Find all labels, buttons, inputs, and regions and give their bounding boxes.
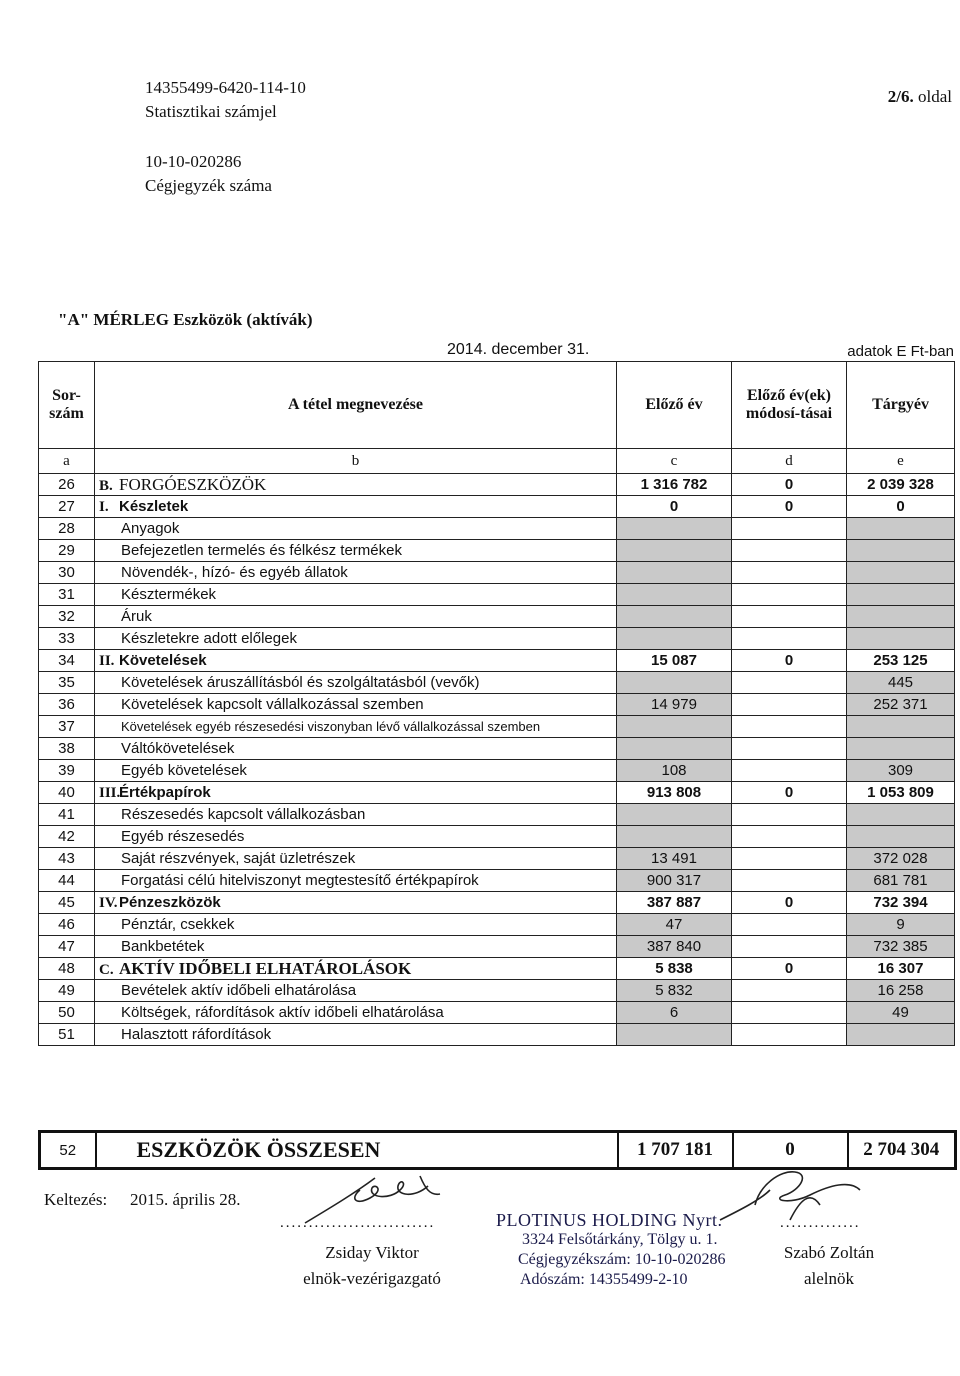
row-label: Egyéb követelések [95, 760, 617, 782]
company-registration-label: Cégjegyzék száma [145, 176, 272, 195]
table-row [39, 870, 955, 892]
stamp-tax: Adószám: 14355499-2-10 [520, 1271, 688, 1288]
table-row [39, 848, 955, 870]
row-number: 40 [39, 782, 95, 804]
row-label: Áruk [95, 606, 617, 628]
row-number: 49 [39, 980, 95, 1002]
row-number: 28 [39, 518, 95, 540]
row-curr-value: 732 394 [847, 892, 955, 914]
row-prev-value [617, 738, 732, 760]
row-label: Késztermékek [95, 584, 617, 606]
row-mod-value [732, 936, 847, 958]
table-row [39, 936, 955, 958]
stamp-address: 3324 Felsőtárkány, Tölgy u. 1. [522, 1231, 718, 1248]
row-mod-value [732, 672, 847, 694]
table-row [39, 650, 955, 672]
table-row [39, 914, 955, 936]
row-prev-value [617, 518, 732, 540]
row-section-mark: B. [99, 477, 113, 494]
total-label: ESZKÖZÖK ÖSSZESEN [96, 1132, 618, 1169]
row-curr-value: 0 [847, 496, 955, 518]
row-curr-value [847, 628, 955, 650]
row-prev-value: 1 316 782 [617, 474, 732, 496]
col-header-num: Sor-szám [39, 362, 95, 449]
row-curr-value: 372 028 [847, 848, 955, 870]
row-number: 29 [39, 540, 95, 562]
table-row [39, 1002, 955, 1024]
row-mod-value [732, 980, 847, 1002]
row-number: 36 [39, 694, 95, 716]
row-label: Forgatási célú hitelviszonyt megtestesítő értékpapírok [95, 870, 617, 892]
column-letters-row [39, 449, 955, 474]
row-number: 45 [39, 892, 95, 914]
row-number: 38 [39, 738, 95, 760]
signer-2-title: alelnök [803, 1269, 855, 1288]
row-mod-value [732, 1002, 847, 1024]
row-number: 35 [39, 672, 95, 694]
row-curr-value: 16 307 [847, 958, 955, 980]
row-number: 34 [39, 650, 95, 672]
table-body [39, 474, 955, 1046]
signer-2-name: Szabó Zoltán [783, 1243, 875, 1262]
table-row [39, 584, 955, 606]
row-prev-value [617, 804, 732, 826]
row-prev-value [617, 628, 732, 650]
row-label: Követelések áruszállításból és szolgáltatásból (vevők) [95, 672, 617, 694]
table-row [39, 474, 955, 496]
row-label: Követelések kapcsolt vállalkozással szemben [95, 694, 617, 716]
unit-note: adatok E Ft-ban [847, 343, 954, 360]
letter-e: e [847, 449, 955, 474]
row-prev-value: 13 491 [617, 848, 732, 870]
row-number: 43 [39, 848, 95, 870]
row-curr-value: 253 125 [847, 650, 955, 672]
row-prev-value: 15 087 [617, 650, 732, 672]
row-label [95, 650, 617, 672]
balance-sheet-table [38, 361, 955, 1046]
col-header-name: A tétel megnevezése [95, 362, 617, 449]
row-label: Követelések egyéb részesedési viszonyban lévő vállalkozással szemben [95, 716, 617, 738]
row-label-text: Készletek [119, 497, 189, 515]
row-prev-value [617, 716, 732, 738]
row-prev-value [617, 562, 732, 584]
table-row [39, 518, 955, 540]
row-label-text: FORGÓESZKÖZÖK [119, 474, 267, 494]
row-label [95, 892, 617, 914]
row-label [95, 782, 617, 804]
row-mod-value [732, 518, 847, 540]
row-mod-value [732, 826, 847, 848]
row-mod-value: 0 [732, 892, 847, 914]
row-number: 30 [39, 562, 95, 584]
row-number: 32 [39, 606, 95, 628]
row-curr-value: 16 258 [847, 980, 955, 1002]
row-curr-value [847, 1024, 955, 1046]
letter-c: c [617, 449, 732, 474]
row-number: 31 [39, 584, 95, 606]
row-curr-value: 681 781 [847, 870, 955, 892]
row-section-mark: C. [99, 961, 114, 978]
row-label: Készletekre adott előlegek [95, 628, 617, 650]
row-prev-value: 5 838 [617, 958, 732, 980]
stamp-reg: Cégjegyzékszám: 10-10-020286 [518, 1251, 726, 1268]
row-label [95, 958, 617, 980]
table-row [39, 1024, 955, 1046]
row-prev-value: 47 [617, 914, 732, 936]
row-label: Pénztár, csekkek [95, 914, 617, 936]
row-mod-value [732, 914, 847, 936]
row-label-text: AKTÍV IDŐBELI ELHATÁROLÁSOK [119, 958, 412, 978]
row-mod-value [732, 606, 847, 628]
row-prev-value: 387 840 [617, 936, 732, 958]
table-row [39, 804, 955, 826]
row-prev-value: 5 832 [617, 980, 732, 1002]
row-mod-value: 0 [732, 650, 847, 672]
row-curr-value: 2 039 328 [847, 474, 955, 496]
balance-date: 2014. december 31. [447, 341, 590, 358]
row-number: 26 [39, 474, 95, 496]
row-mod-value [732, 848, 847, 870]
row-number: 42 [39, 826, 95, 848]
row-curr-value: 732 385 [847, 936, 955, 958]
row-label-text: Értékpapírok [119, 783, 211, 801]
table-row [39, 826, 955, 848]
row-curr-value [847, 562, 955, 584]
row-mod-value [732, 870, 847, 892]
row-mod-value [732, 738, 847, 760]
row-number: 33 [39, 628, 95, 650]
total-num: 52 [40, 1132, 96, 1169]
stamp-company: PLOTINUS HOLDING Nyrt. [496, 1210, 723, 1230]
row-number: 51 [39, 1024, 95, 1046]
row-mod-value: 0 [732, 782, 847, 804]
row-mod-value [732, 562, 847, 584]
table-row [39, 606, 955, 628]
statistical-number-label: Statisztikai számjel [145, 102, 277, 121]
row-curr-value [847, 584, 955, 606]
row-label-text: Követelések [119, 651, 207, 669]
col-header-prev: Előző év [617, 362, 732, 449]
row-number: 41 [39, 804, 95, 826]
company-stamp [496, 1210, 726, 1290]
row-number: 50 [39, 1002, 95, 1024]
row-prev-value: 108 [617, 760, 732, 782]
row-label-text: Pénzeszközök [119, 893, 221, 911]
table-row [39, 760, 955, 782]
row-mod-value: 0 [732, 474, 847, 496]
total-mod: 0 [733, 1132, 848, 1169]
table-row [39, 980, 955, 1002]
col-header-curr: Tárgyév [847, 362, 955, 449]
row-mod-value [732, 694, 847, 716]
table-row [39, 562, 955, 584]
row-prev-value [617, 1024, 732, 1046]
statistical-number: 14355499-6420-114-10 [145, 78, 306, 97]
row-label: Halasztott ráfordítások [95, 1024, 617, 1046]
row-prev-value [617, 606, 732, 628]
row-label [95, 496, 617, 518]
table-row [39, 958, 955, 980]
row-label: Növendék-, hízó- és egyéb állatok [95, 562, 617, 584]
row-curr-value: 9 [847, 914, 955, 936]
row-prev-value: 387 887 [617, 892, 732, 914]
signer-1 [302, 1240, 442, 1292]
row-curr-value: 252 371 [847, 694, 955, 716]
table-row [39, 496, 955, 518]
total-prev: 1 707 181 [618, 1132, 733, 1169]
total-curr: 2 704 304 [848, 1132, 956, 1169]
row-number: 48 [39, 958, 95, 980]
table-row [39, 628, 955, 650]
row-prev-value: 913 808 [617, 782, 732, 804]
row-number: 46 [39, 914, 95, 936]
row-mod-value: 0 [732, 958, 847, 980]
row-number: 47 [39, 936, 95, 958]
row-curr-value [847, 738, 955, 760]
table-row [39, 672, 955, 694]
row-label: Egyéb részesedés [95, 826, 617, 848]
row-label: Saját részvények, saját üzletrészek [95, 848, 617, 870]
row-prev-value [617, 672, 732, 694]
row-prev-value: 0 [617, 496, 732, 518]
row-number: 44 [39, 870, 95, 892]
signer-1-name: Zsiday Viktor [325, 1243, 419, 1262]
signature-2-line: .............. [780, 1215, 861, 1231]
row-label: Váltókövetelések [95, 738, 617, 760]
table-row [39, 716, 955, 738]
signer-2 [774, 1240, 884, 1292]
date-value: 2015. április 28. [130, 1190, 241, 1209]
row-prev-value: 14 979 [617, 694, 732, 716]
letter-d: d [732, 449, 847, 474]
table-row [39, 782, 955, 804]
row-label: Költségek, ráfordítások aktív időbeli elhatárolása [95, 1002, 617, 1024]
row-mod-value: 0 [732, 496, 847, 518]
row-curr-value [847, 716, 955, 738]
row-mod-value [732, 540, 847, 562]
row-label: Befejezetlen termelés és félkész termékek [95, 540, 617, 562]
row-curr-value [847, 518, 955, 540]
row-number: 39 [39, 760, 95, 782]
row-mod-value [732, 716, 847, 738]
row-curr-value [847, 826, 955, 848]
row-number: 27 [39, 496, 95, 518]
row-section-mark: IV. [99, 894, 118, 911]
row-prev-value [617, 540, 732, 562]
date-label: Keltezés: [44, 1190, 108, 1209]
row-mod-value [732, 804, 847, 826]
table-row [39, 540, 955, 562]
row-prev-value [617, 826, 732, 848]
row-curr-value [847, 804, 955, 826]
row-mod-value [732, 1024, 847, 1046]
table-row [39, 892, 955, 914]
row-label: Bankbetétek [95, 936, 617, 958]
page-number-value: 2/6. [887, 87, 914, 106]
page-number-text: oldal [913, 87, 952, 106]
row-curr-value: 445 [847, 672, 955, 694]
letter-a: a [39, 449, 95, 474]
row-label [95, 474, 617, 496]
row-curr-value [847, 540, 955, 562]
row-curr-value: 49 [847, 1002, 955, 1024]
row-number: 37 [39, 716, 95, 738]
row-curr-value: 309 [847, 760, 955, 782]
company-registration-number: 10-10-020286 [145, 152, 242, 171]
col-header-mod: Előző év(ek) módosí-tásai [732, 362, 847, 449]
table-header-row [39, 362, 955, 449]
row-mod-value [732, 628, 847, 650]
row-section-mark: III. [99, 784, 121, 801]
document-title: "A" MÉRLEG Eszközök (aktívák) [58, 310, 313, 329]
row-section-mark: I. [99, 498, 109, 515]
signer-1-title: elnök-vezérigazgató [303, 1269, 441, 1288]
row-mod-value [732, 584, 847, 606]
table-row [39, 694, 955, 716]
table-row [39, 738, 955, 760]
row-label: Bevételek aktív időbeli elhatárolása [95, 980, 617, 1002]
row-prev-value: 900 317 [617, 870, 732, 892]
row-mod-value [732, 760, 847, 782]
row-section-mark: II. [99, 652, 115, 669]
row-curr-value: 1 053 809 [847, 782, 955, 804]
signature-1-line: ........................... [280, 1215, 436, 1231]
row-label: Részesedés kapcsolt vállalkozásban [95, 804, 617, 826]
page-number [888, 87, 952, 107]
letter-b: b [95, 449, 617, 474]
row-curr-value [847, 606, 955, 628]
row-prev-value [617, 584, 732, 606]
row-label: Anyagok [95, 518, 617, 540]
row-prev-value: 6 [617, 1002, 732, 1024]
